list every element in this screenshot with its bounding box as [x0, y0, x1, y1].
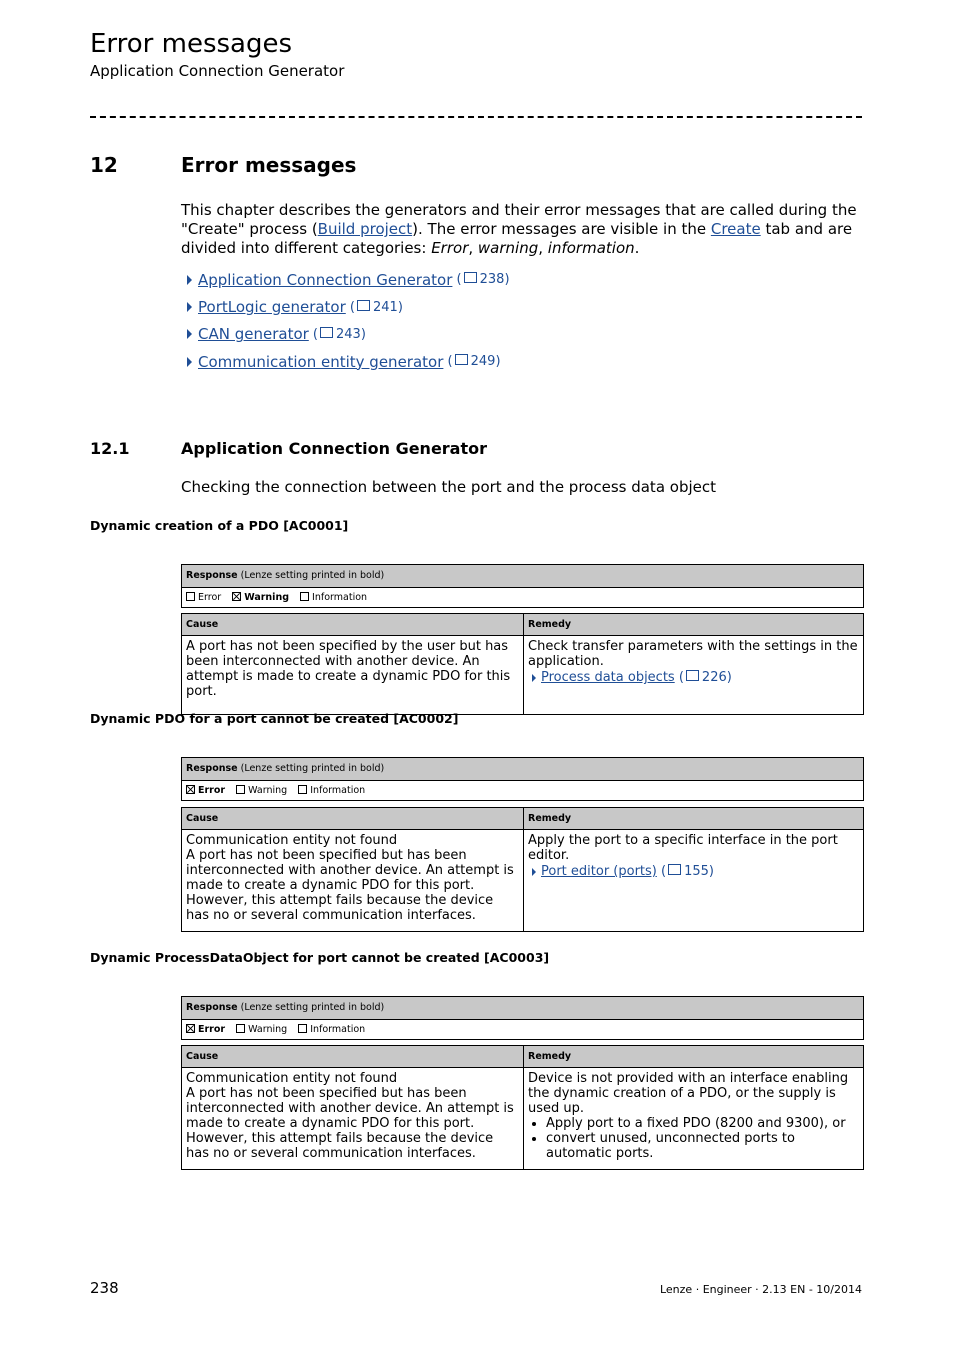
- header-divider: [90, 116, 862, 118]
- error-heading: Dynamic PDO for a port cannot be created [AC0002]: [90, 711, 459, 726]
- chapter-number: 12: [90, 153, 118, 177]
- error-heading: Dynamic ProcessDataObject for port cannot be created [AC0003]: [90, 950, 550, 965]
- ref-link[interactable]: Application Connection Generator: [198, 270, 453, 289]
- ref-item[interactable]: PortLogic generator ( 241): [181, 293, 510, 320]
- remedy-cell: Device is not provided with an interface enabling the dynamic creation of a PDO, or the supply is used up. • Apply port to a fixed PDO (8200 and 9300), or • convert unused, unconnected ports to automatic ports.: [523, 1068, 863, 1169]
- checkbox-checked-icon: [186, 1024, 195, 1033]
- book-icon: [668, 864, 681, 875]
- footer-info: Lenze · Engineer · 2.13 EN - 10/2014: [659, 1283, 862, 1296]
- cause-cell: A port has not been specified by the user but has been interconnected with another device. An attempt is made to create a dynamic PDO for this port.: [186, 639, 511, 699]
- cause-remedy-table: Cause Remedy Communication entity not found A port has not been specified but has been interconnected with another device. An attempt is made to create a dynamic PDO for this port. However, this attempt fails because the device has no or several communication interfaces. Device is not provided with an interface enabling the dynamic creation of a PDO, or the supply is used up. • Apply port to a fixed PDO (8200 and 9300), or • convert unused, unconnected ports to automatic ports.: [181, 1045, 864, 1170]
- process-data-objects-link[interactable]: Process data objects: [541, 670, 675, 685]
- arrow-right-icon: [187, 329, 192, 339]
- chapter-intro: This chapter describes the generators and their error messages that are called during the "Create" process (Build project). The error messages are visible in the Create tab and are divided into different categories: Error, warning, information.: [181, 201, 857, 257]
- ref-item[interactable]: Communication entity generator ( 249): [181, 348, 510, 375]
- book-icon: [357, 300, 370, 311]
- build-project-link[interactable]: Build project: [317, 220, 413, 238]
- book-icon: [455, 354, 468, 365]
- arrow-right-icon: [187, 357, 192, 367]
- checkbox-checked-icon: [232, 592, 241, 601]
- page-number: 238: [90, 1279, 119, 1297]
- list-item: • convert unused, unconnected ports to automatic ports.: [546, 1131, 859, 1161]
- cause-remedy-table: Cause Remedy A port has not been specified by the user but has been interconnected with another device. An attempt is made to create a dynamic PDO for this port. Check transfer parameters with the settings in the application. Process data objects ( 226): [181, 613, 864, 715]
- remedy-cell: Check transfer parameters with the settings in the application. Process data objects ( 226): [523, 636, 863, 714]
- response-options: Error Warning Information: [182, 588, 863, 607]
- chapter-title: Error messages: [181, 153, 357, 177]
- section-number: 12.1: [90, 439, 130, 458]
- ref-link[interactable]: CAN generator: [198, 325, 309, 344]
- checkbox-icon: [298, 1024, 307, 1033]
- response-table: Response (Lenze setting printed in bold) Error Warning Information: [181, 996, 864, 1040]
- page-header-subtitle: Application Connection Generator: [90, 62, 345, 80]
- checkbox-checked-icon: [186, 785, 195, 794]
- chapter-ref-list: [181, 266, 510, 376]
- remedy-cell: Apply the port to a specific interface in the port editor. Port editor (ports) ( 155): [523, 830, 863, 931]
- arrow-right-icon: [187, 275, 192, 285]
- remedy-bullets: [528, 1116, 859, 1161]
- book-icon: [320, 327, 333, 338]
- cause-cell: Communication entity not found A port has not been specified but has been interconnected with another device. An attempt is made to create a dynamic PDO for this port. However, this attempt fails because the device has no or several communication interfaces.: [186, 833, 514, 923]
- ref-link[interactable]: PortLogic generator: [198, 298, 346, 317]
- error-heading: Dynamic creation of a PDO [AC0001]: [90, 518, 349, 533]
- port-editor-link[interactable]: Port editor (ports): [541, 864, 657, 879]
- section-title: Application Connection Generator: [181, 439, 488, 458]
- ref-item[interactable]: Application Connection Generator ( 238): [181, 266, 510, 293]
- page-header-title: Error messages: [90, 29, 293, 59]
- book-icon: [464, 272, 477, 283]
- arrow-right-icon: [187, 302, 192, 312]
- checkbox-icon: [186, 592, 195, 601]
- create-tab-link[interactable]: Create: [710, 220, 761, 238]
- response-options: Error Warning Information: [182, 781, 863, 800]
- checkbox-icon: [298, 785, 307, 794]
- arrow-right-icon: [532, 674, 536, 682]
- arrow-right-icon: [532, 868, 536, 876]
- list-item: • Apply port to a fixed PDO (8200 and 9300), or: [546, 1116, 859, 1131]
- cause-remedy-table: Cause Remedy Communication entity not found A port has not been specified but has been interconnected with another device. An attempt is made to create a dynamic PDO for this port. However, this attempt fails because the device has no or several communication interfaces. Apply the port to a specific interface in the port editor. Port editor (ports) ( 155): [181, 807, 864, 932]
- book-icon: [686, 670, 699, 681]
- ref-item[interactable]: CAN generator ( 243): [181, 321, 510, 348]
- response-options: Error Warning Information: [182, 1020, 863, 1039]
- checkbox-icon: [300, 592, 309, 601]
- response-table: Response (Lenze setting printed in bold) Error Warning Information: [181, 757, 864, 801]
- ref-link[interactable]: Communication entity generator: [198, 352, 444, 371]
- checkbox-icon: [236, 1024, 245, 1033]
- response-table: Response (Lenze setting printed in bold) Error Warning Information: [181, 564, 864, 608]
- cause-cell: Communication entity not found A port has not been specified but has been interconnected with another device. An attempt is made to create a dynamic PDO for this port. However, this attempt fails because the device has no or several communication interfaces.: [186, 1071, 514, 1161]
- checkbox-icon: [236, 785, 245, 794]
- section-intro: Checking the connection between the port and the process data object: [181, 478, 716, 496]
